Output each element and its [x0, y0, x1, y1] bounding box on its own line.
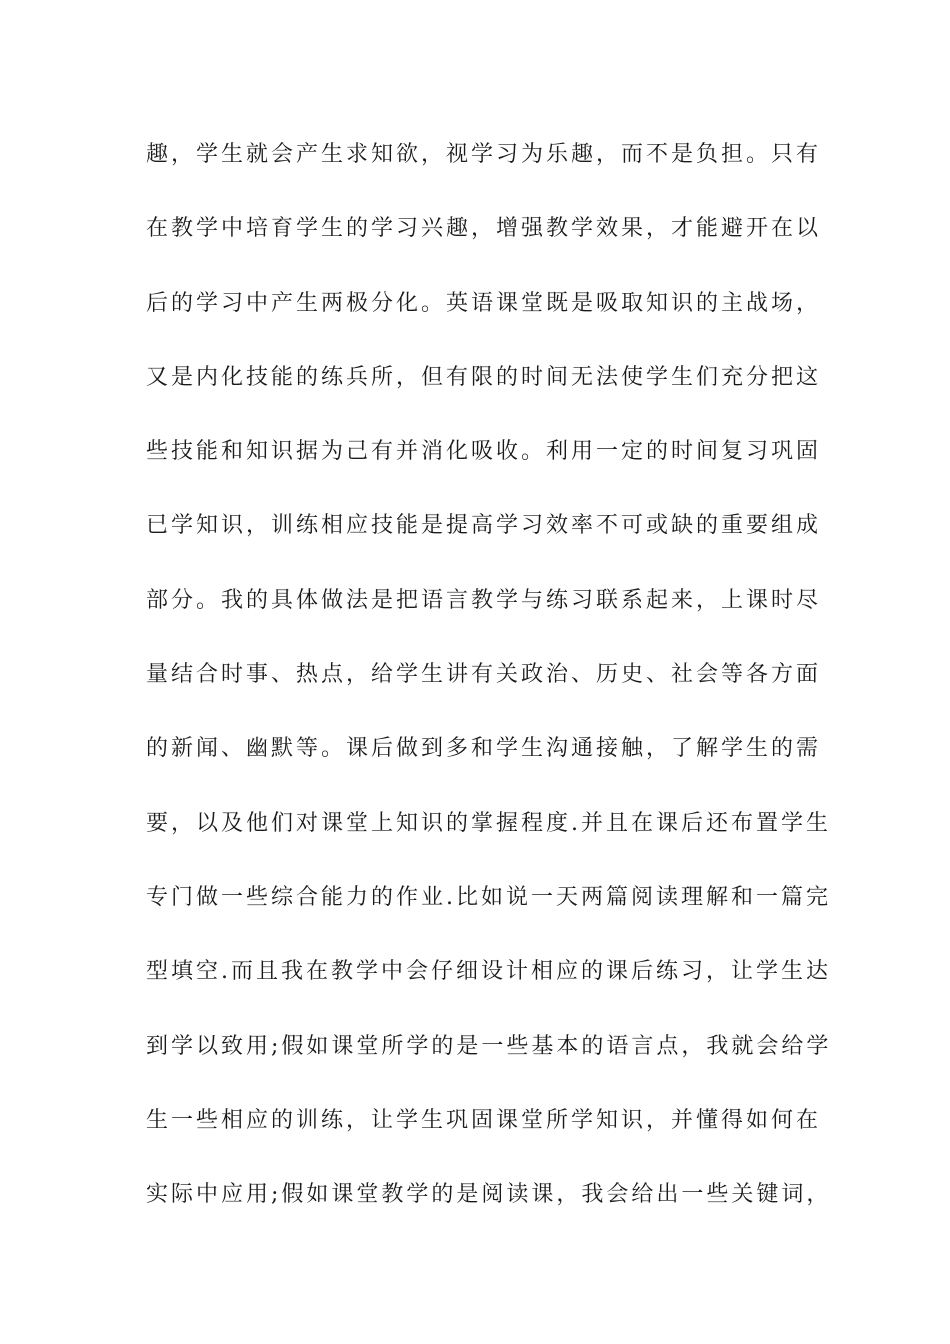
- text-line-11: 专门做一些综合能力的作业.比如说一天两篇阅读理解和一篇完: [146, 884, 831, 910]
- text-line-10: 要，以及他们对课堂上知识的掌握程度.并且在课后还布置学生: [146, 810, 831, 836]
- text-line-14: 生一些相应的训练，让学生巩固课堂所学知识，并懂得如何在: [146, 1107, 822, 1133]
- text-line-3: 后的学习中产生两极分化。英语课堂既是吸取知识的主战场，: [146, 290, 822, 316]
- text-line-13: 到学以致用;假如课堂所学的是一些基本的语言点，我就会给学: [146, 1033, 832, 1059]
- text-line-2: 在教学中培育学生的学习兴趣，增强教学效果，才能避开在以: [146, 216, 822, 242]
- text-line-12: 型填空.而且我在教学中会仔细设计相应的课后练习，让学生达: [146, 959, 831, 985]
- text-line-15: 实际中应用;假如课堂教学的是阅读课，我会给出一些关键词，: [146, 1182, 832, 1208]
- text-line-8: 量结合时事、热点，给学生讲有关政治、历史、社会等各方面: [146, 662, 822, 688]
- text-line-9: 的新闻、幽默等。课后做到多和学生沟通接触，了解学生的需: [146, 736, 822, 762]
- body-paragraph: [146, 130, 832, 1244]
- text-line-6: 已学知识，训练相应技能是提高学习效率不可或缺的重要组成: [146, 513, 822, 539]
- text-line-4: 又是内化技能的练兵所，但有限的时间无法使学生们充分把这: [146, 364, 822, 390]
- text-line-7: 部分。我的具体做法是把语言教学与练习联系起来，上课时尽: [146, 587, 822, 613]
- text-line-1: 趣，学生就会产生求知欲，视学习为乐趣，而不是负担。只有: [146, 142, 822, 167]
- text-line-5: 些技能和知识据为己有并消化吸收。利用一定的时间复习巩固: [146, 439, 822, 465]
